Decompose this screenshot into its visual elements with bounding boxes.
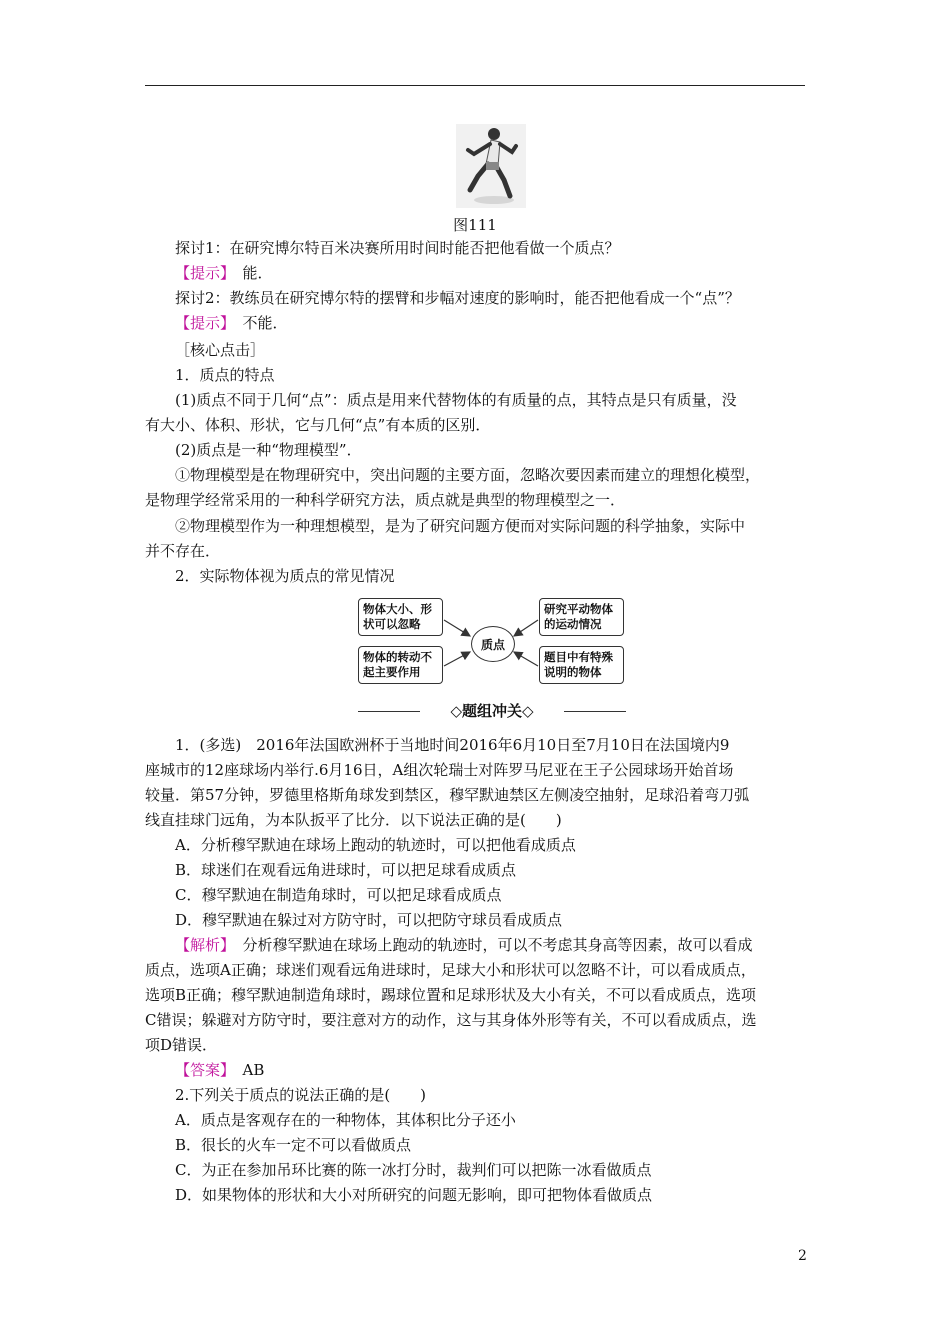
q1-answer xyxy=(175,1060,845,1080)
diagram-box-rotation: 物体的转动不起主要作用 xyxy=(358,646,443,684)
point-1-title: 1．质点的特点 xyxy=(175,366,275,384)
hint-2 xyxy=(175,313,845,333)
q2-option-d: D．如果物体的形状和大小对所研究的问题无影响，即可把物体看做质点 xyxy=(175,1186,653,1204)
page-number: 2 xyxy=(798,1248,807,1264)
header-rule xyxy=(145,85,805,86)
q1-analysis-1-text: 分析穆罕默迪在球场上跑动的轨迹时，可以不考虑其身高等因素，故可以看成 xyxy=(227,936,753,954)
q2-option-b: B．很长的火车一定不可以看做质点 xyxy=(175,1136,412,1154)
point-1-4a: ②物理模型作为一种理想模型，是为了研究问题方便而对实际问题的科学抽象，实际中 xyxy=(175,517,746,535)
discussion-2: 探讨2：教练员在研究博尔特的摆臂和步幅对速度的影响时，能否把他看成一个“点”？ xyxy=(175,289,740,307)
answer-tag: 【答案】 xyxy=(175,1061,228,1079)
hint-1-text: 能． xyxy=(242,264,273,282)
diagram-box-special: 题目中有特殊说明的物体 xyxy=(539,646,624,684)
point-1-3a: ①物理模型是在物理研究中，突出问题的主要方面，忽略次要因素而建立的理想化模型， xyxy=(175,466,761,484)
point-2-title: 2．实际物体视为质点的常见情况 xyxy=(175,567,395,585)
figure-caption: 图111 xyxy=(453,216,497,234)
q1-analysis-1 xyxy=(175,935,845,955)
q1-line-4: 线直挂球门远角，为本队扳平了比分．以下说法正确的是( ) xyxy=(145,811,562,829)
q1-option-d: D．穆罕默迪在躲过对方防守时，可以把防守球员看成质点 xyxy=(175,911,563,929)
discussion-1: 探讨1：在研究博尔特百米决赛所用时间时能否把他看做一个质点？ xyxy=(175,239,620,257)
hint-1 xyxy=(175,263,845,283)
diagram-box-size-ignorable: 物体大小、形状可以忽略 xyxy=(358,598,443,636)
point-1-2: (2)质点是一种“物理模型”． xyxy=(175,441,362,459)
q1-option-a: A．分析穆罕默迪在球场上跑动的轨迹时，可以把他看成质点 xyxy=(175,836,576,854)
group-header xyxy=(358,700,626,724)
sprinter-photo xyxy=(456,124,526,208)
point-1-4b: 并不存在． xyxy=(145,542,221,560)
q1-analysis-3: 选项B正确；穆罕默迪制造角球时，踢球位置和足球形状及大小有关，不可以看成质点，选项 xyxy=(145,986,757,1004)
q1-line-3: 较量．第57分钟，罗德里格斯角球发到禁区，穆罕默迪禁区左侧凌空抽射，足球沿着弯刀弧 xyxy=(145,786,750,804)
core-heading: ［核心点击］ xyxy=(175,341,266,359)
q1-answer-text: AB xyxy=(227,1061,265,1079)
group-header-label: ◇题组冲关◇ xyxy=(450,702,534,720)
q1-line-2: 座城市的12座球场内举行.6月16日，A组次轮瑞士对阵罗马尼亚在王子公园球场开始首场 xyxy=(145,761,734,779)
hint-2-text: 不能． xyxy=(242,314,288,332)
point-1-1a: (1)质点不同于几何“点”：质点是用来代替物体的有质量的点，其特点是只有质量，没 xyxy=(175,391,737,409)
q1-option-b: B．球迷们在观看远角进球时，可以把足球看成质点 xyxy=(175,861,517,879)
diagram-center: 质点 xyxy=(471,626,515,662)
q1-line-1: 1．(多选) 2016年法国欧洲杯于当地时间2016年6月10日至7月10日在法国境内9 xyxy=(175,736,730,754)
point-1-1b: 有大小、体积、形状，它与几何“点”有本质的区别． xyxy=(145,416,491,434)
q2-option-c: C．为正在参加吊环比赛的陈一冰打分时，裁判们可以把陈一冰看做质点 xyxy=(175,1161,652,1179)
point-1-3b: 是物理学经常采用的一种科学研究方法，质点就是典型的物理模型之一． xyxy=(145,491,626,509)
hint-tag: 【提示】 xyxy=(175,314,228,332)
q1-analysis-5: 项D错误． xyxy=(145,1036,218,1054)
diagram-box-translation: 研究平动物体的运动情况 xyxy=(539,598,624,636)
q1-option-c: C．穆罕默迪在制造角球时，可以把足球看成质点 xyxy=(175,886,502,904)
analysis-tag: 【解析】 xyxy=(175,936,228,954)
hint-tag: 【提示】 xyxy=(175,264,228,282)
particle-diagram xyxy=(358,598,626,688)
q1-analysis-4: C错误；躲避对方防守时，要注意对方的动作，这与其身体外形等有关，不可以看成质点，选 xyxy=(145,1011,757,1029)
q2-option-a: A．质点是客观存在的一种物体，其体积比分子还小 xyxy=(175,1111,516,1129)
q1-analysis-2: 质点，选项A正确；球迷们观看远角进球时，足球大小和形状可以忽略不计，可以看成质点， xyxy=(145,961,756,979)
q2-stem: 2.下列关于质点的说法正确的是( ) xyxy=(175,1086,427,1104)
